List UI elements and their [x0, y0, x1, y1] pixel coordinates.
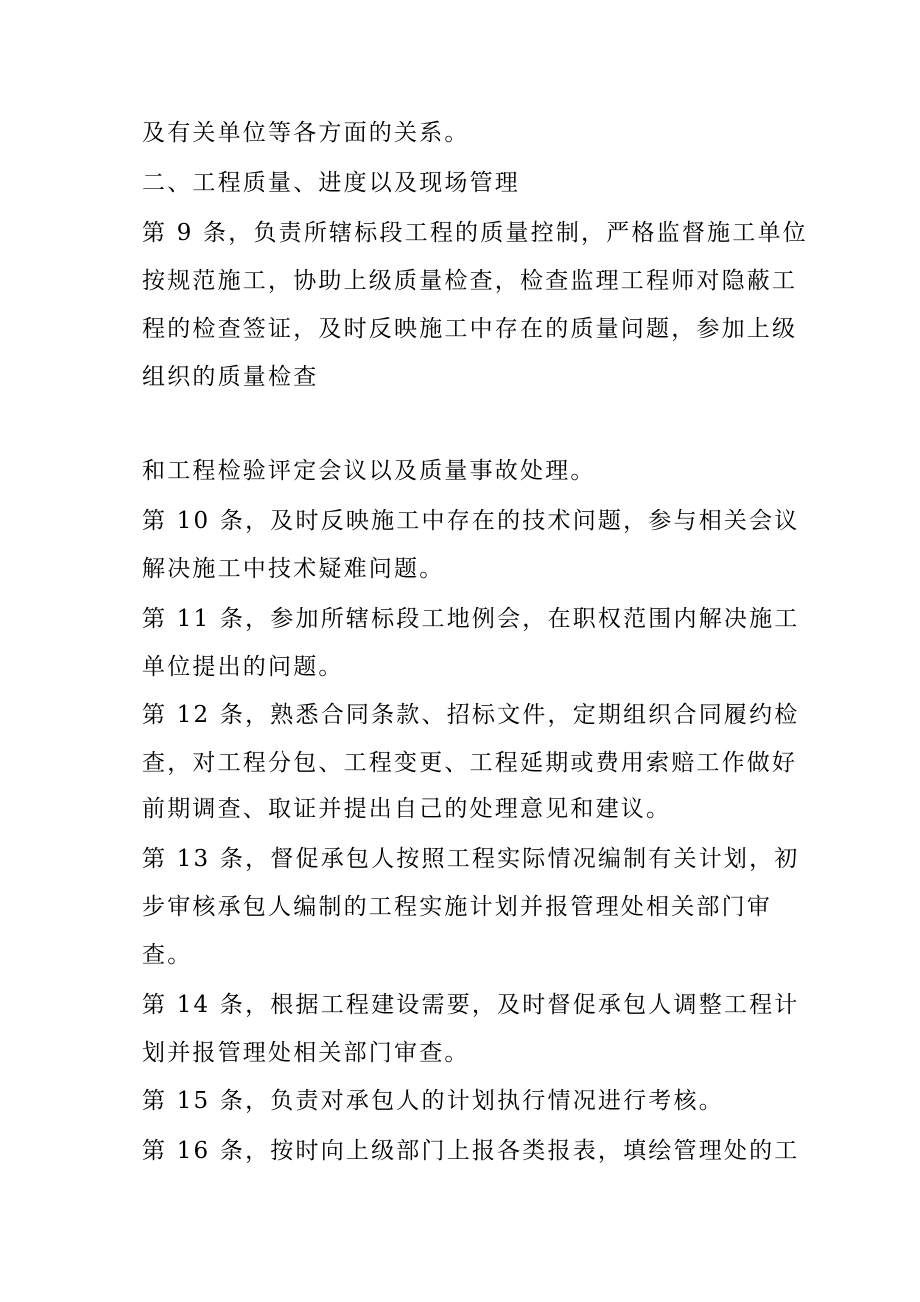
text-line: 第 12 条，熟悉合同条款、招标文件，定期组织合同履约检 [142, 702, 800, 728]
text-line: 第 10 条，及时反映施工中存在的技术问题，参与相关会议 [142, 508, 800, 534]
text-line: 前期调查、取证并提出自己的处理意见和建议。 [142, 796, 672, 822]
text-line: 第 13 条，督促承包人按照工程实际情况编制有关计划，初 [142, 846, 800, 872]
text-line: 组织的质量检查 [142, 364, 319, 390]
text-line: 划并报管理处相关部门审查。 [142, 1040, 470, 1066]
text-line: 第 11 条，参加所辖标段工地例会，在职权范围内解决施工 [142, 606, 800, 632]
text-line: 查，对工程分包、工程变更、工程延期或费用索赔工作做好 [142, 750, 798, 776]
text-line: 解决施工中技术疑难问题。 [142, 556, 445, 582]
text-line: 及有关单位等各方面的关系。 [142, 120, 470, 146]
text-line: 单位提出的问题。 [142, 654, 344, 680]
text-line: 按规范施工，协助上级质量检查，检查监理工程师对隐蔽工 [142, 268, 798, 294]
text-line: 程的检查签证，及时反映施工中存在的质量问题，参加上级 [142, 316, 798, 342]
text-line: 步审核承包人编制的工程实施计划并报管理处相关部门审 [142, 894, 772, 920]
text-line: 第 15 条，负责对承包人的计划执行情况进行考核。 [142, 1088, 724, 1114]
section-heading: 二、工程质量、进度以及现场管理 [142, 170, 520, 196]
text-line: 第 9 条，负责所辖标段工程的质量控制，严格监督施工单位 [142, 220, 808, 246]
text-line: 第 16 条，按时向上级部门上报各类报表，填绘管理处的工 [142, 1138, 800, 1164]
text-line: 第 14 条，根据工程建设需要，及时督促承包人调整工程计 [142, 992, 800, 1018]
text-line: 和工程检验评定会议以及质量事故处理。 [142, 458, 596, 484]
text-line: 查。 [142, 942, 193, 968]
